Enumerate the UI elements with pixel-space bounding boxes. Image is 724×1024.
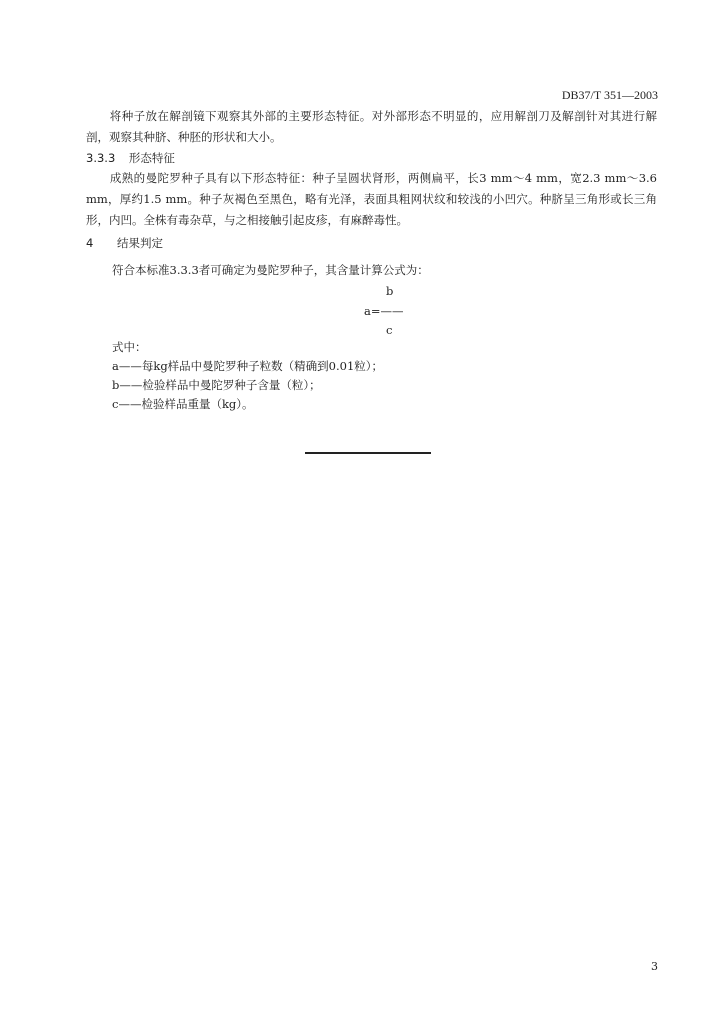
section-heading-4 bbox=[86, 235, 163, 251]
formula-denominator: c bbox=[386, 323, 393, 337]
morphology-paragraph: 成熟的曼陀罗种子具有以下形态特征：种子呈圆状肾形，两侧扁平，长3 mm～4 mm，宽2.3 mm～3.6 mm，厚约1.5 mm。种子灰褐色至黑色，略有光泽，表面具粗网状纹和较浅的小凹穴。种脐呈三角形或长三角形，内凹。全株有毒杂草，与之相接触引起皮疹，有麻醉毒性。 bbox=[86, 171, 657, 227]
definition-b: b——检验样品中曼陀罗种子含量（粒）； bbox=[112, 378, 321, 392]
section-title: 形态特征 bbox=[128, 151, 175, 165]
section-title: 结果判定 bbox=[116, 236, 163, 250]
section-number: 3.3.3 bbox=[86, 151, 116, 165]
definition-a: a——每kg样品中曼陀罗种子粒数（精确到0.01粒）； bbox=[112, 359, 384, 373]
definition-c: c——检验样品重量（kg）。 bbox=[112, 397, 254, 411]
page-number: 3 bbox=[651, 960, 658, 973]
end-rule bbox=[305, 452, 431, 454]
where-label: 式中： bbox=[112, 340, 147, 354]
section-heading-333 bbox=[86, 150, 175, 166]
document-code: DB37/T 351—2003 bbox=[561, 88, 658, 102]
result-text: 符合本标准3.3.3者可确定为曼陀罗种子，其含量计算公式为： bbox=[112, 263, 429, 277]
section-number: 4 bbox=[86, 236, 94, 250]
formula-expression: a=—— bbox=[364, 304, 404, 318]
formula-numerator: b bbox=[386, 284, 394, 298]
intro-paragraph: 将种子放在解剖镜下观察其外部的主要形态特征。对外部形态不明显的，应用解剖刀及解剖针对其进行解剖，观察其种脐、种胚的形状和大小。 bbox=[86, 109, 657, 144]
